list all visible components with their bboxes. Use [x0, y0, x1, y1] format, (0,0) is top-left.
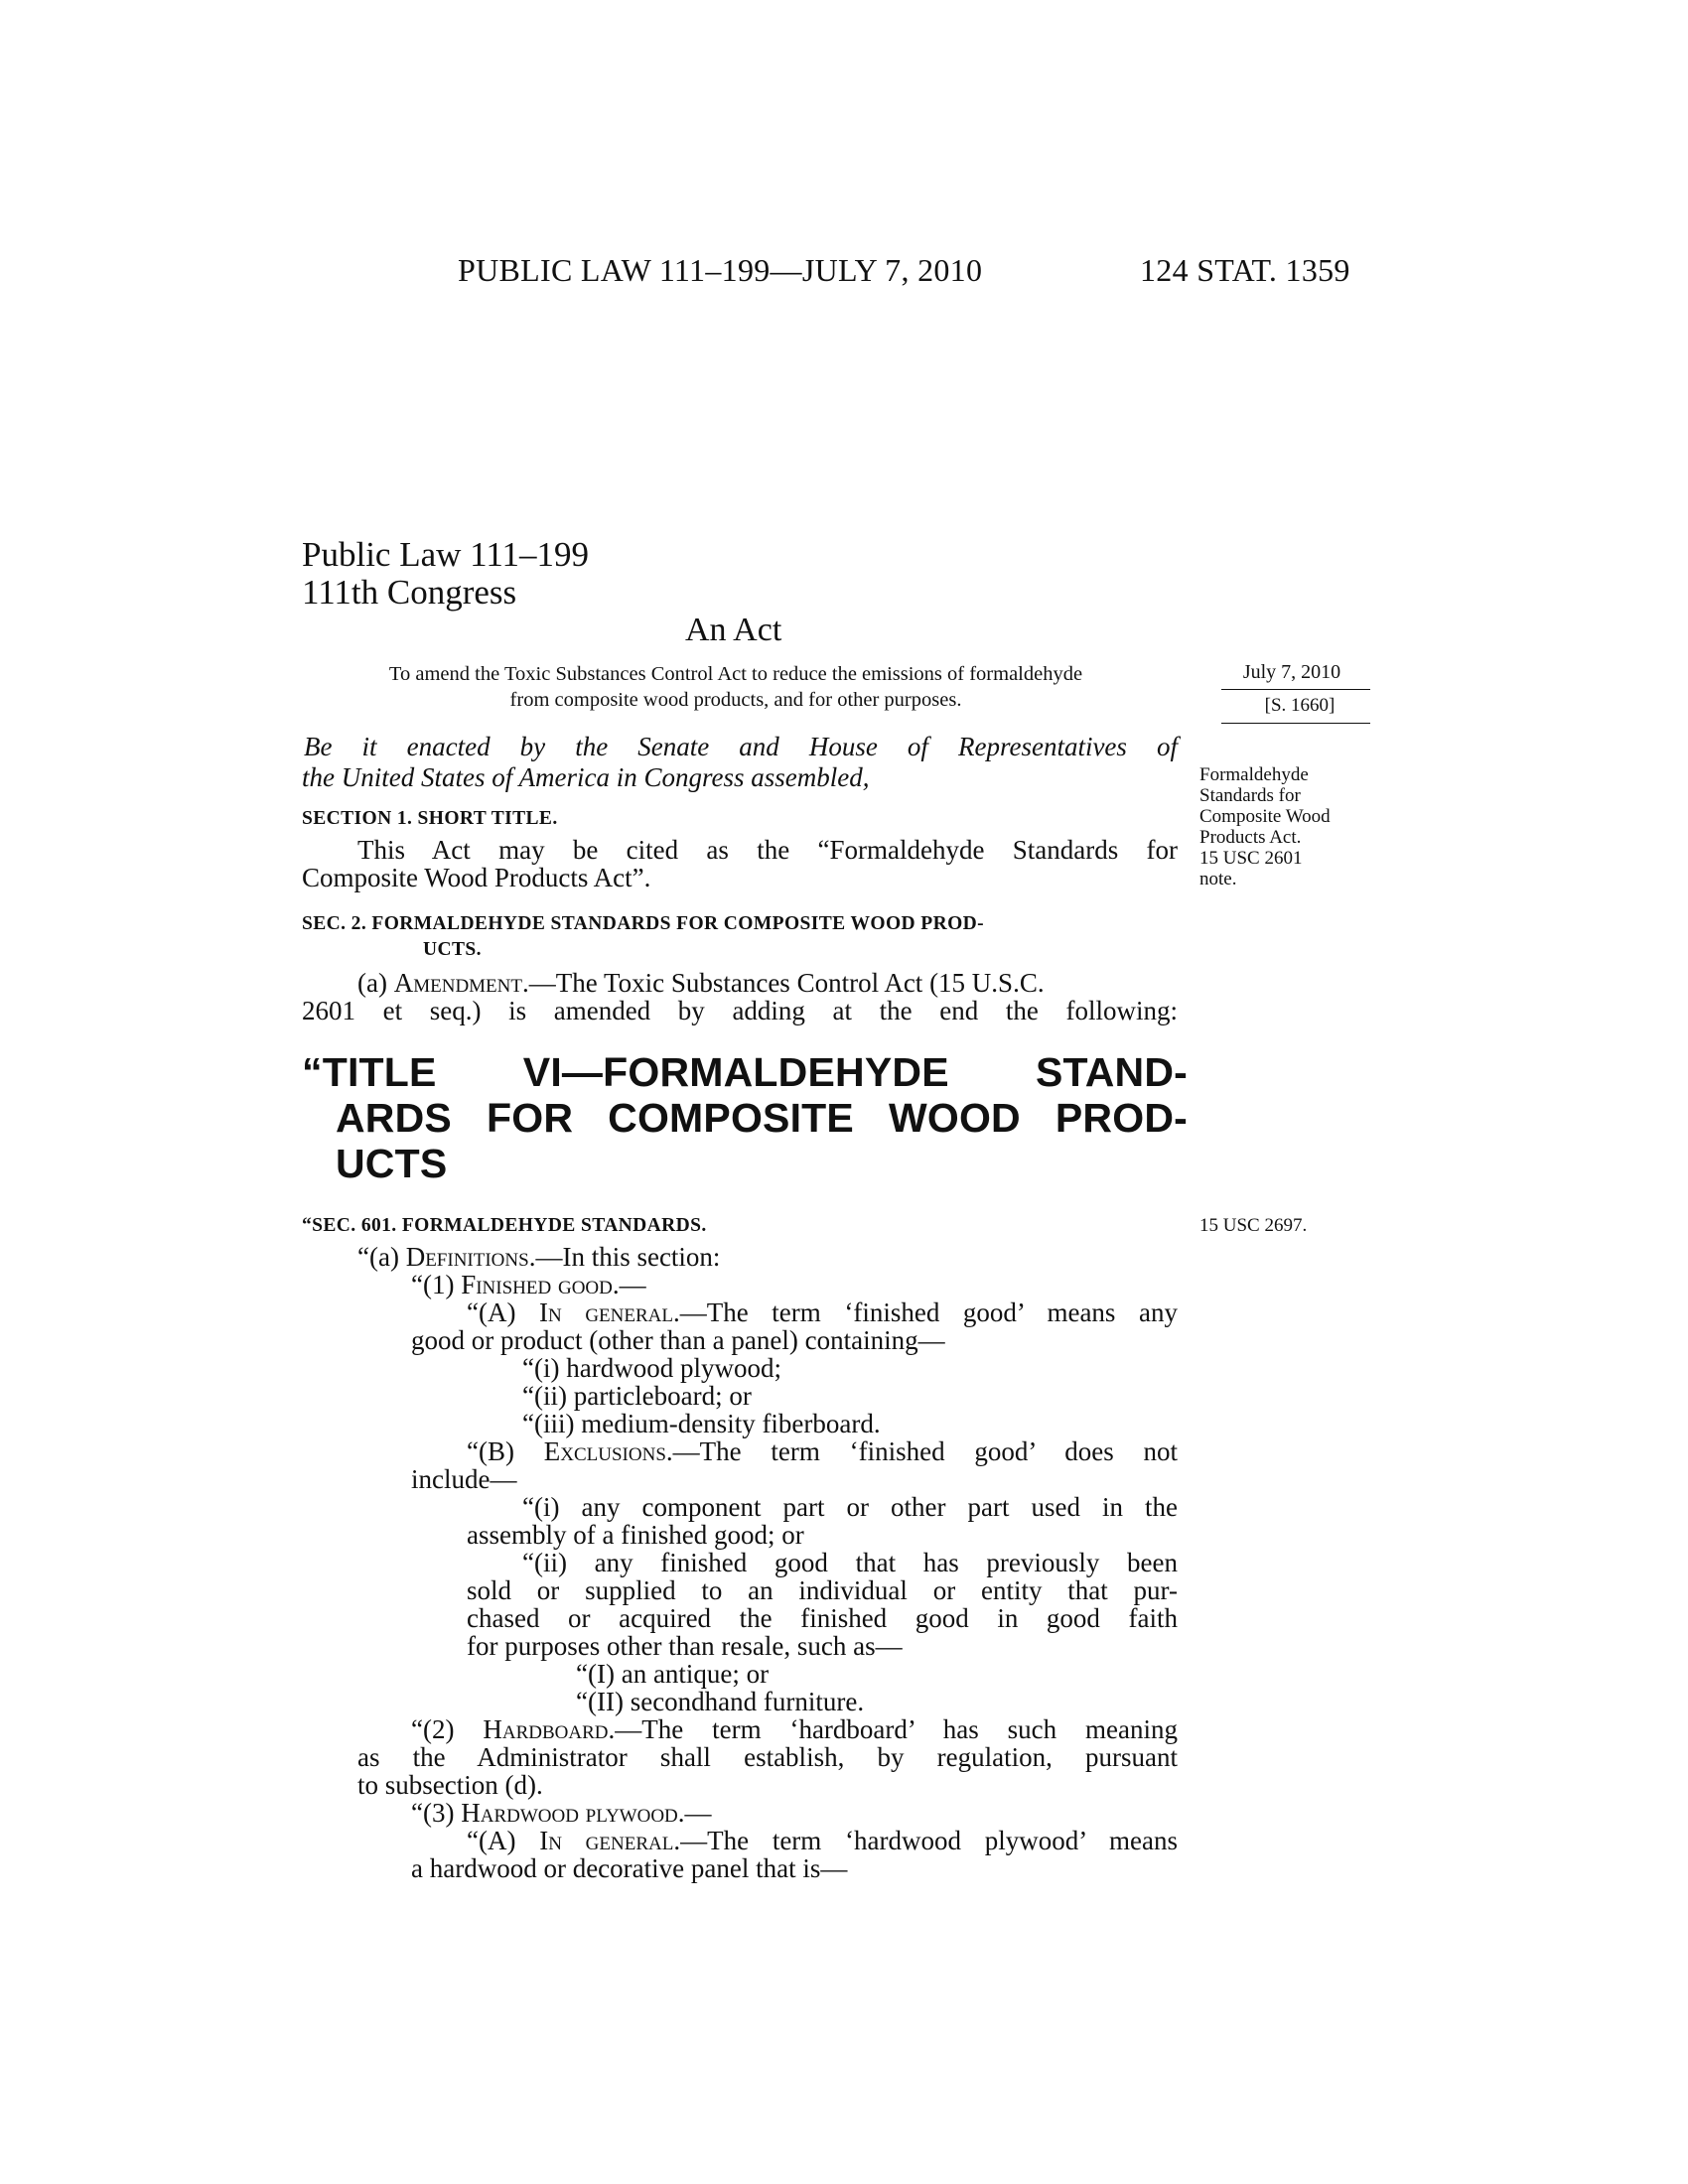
para-1-prefix: “(1) — [411, 1270, 462, 1299]
clause-B-ii-line2: sold or supplied to an individual or entity that pur- — [467, 1575, 1178, 1605]
section-1-heading: SECTION 1. SHORT TITLE. — [302, 808, 558, 829]
para-1A-label: In general — [539, 1297, 673, 1327]
clause-B-i-line1: “(i) any component part or other part used in the — [522, 1492, 1178, 1522]
sec-601-heading: “SEC. 601. FORMALDEHYDE STANDARDS. — [302, 1215, 707, 1236]
sec-601-a-1-B-line2: include— — [411, 1464, 517, 1494]
date-rule — [1221, 689, 1370, 690]
para-1B-label: Exclusions — [543, 1436, 666, 1466]
para-3A-prefix: “(A) — [467, 1826, 540, 1855]
sec-601-a-1-B-line1 — [467, 1437, 1178, 1465]
para-2-label: Hardboard — [483, 1714, 609, 1744]
subclause-II-secondhand: “(II) secondhand furniture. — [576, 1687, 865, 1716]
enacting-clause-line2: the United States of America in Congress assembled, — [302, 762, 870, 792]
sec-601-a-3-A-line1 — [467, 1827, 1178, 1854]
sec-601-a-3-A-line2: a hardwood or decorative panel that is— — [411, 1853, 848, 1883]
bill-rule — [1221, 723, 1370, 724]
sec-601-a-prefix: “(a) — [357, 1242, 406, 1272]
sec-601-a-label: Definitions — [405, 1242, 529, 1272]
section-2-a-line2: 2601 et seq.) is amended by adding at the end the following: — [302, 996, 1178, 1025]
clause-iii-mdf: “(iii) medium-density fiberboard. — [522, 1409, 881, 1438]
para-3A-text: .—The term ‘hardwood plywood’ means — [673, 1826, 1178, 1855]
section-1-text-line2: Composite Wood Products Act”. — [302, 863, 651, 892]
title-vi-line3: UCTS — [336, 1141, 448, 1186]
title-vi-line1 — [302, 1050, 1188, 1094]
section-1-text-line1: This Act may be cited as the “Formaldehyde Standards for — [357, 835, 1178, 865]
para-3-text: .— — [677, 1798, 712, 1828]
section-2-a-prefix: (a) — [357, 968, 394, 998]
section-2-heading-line2: UCTS. — [423, 939, 482, 960]
margin-note-short-title — [1199, 764, 1331, 889]
section-2-heading-line1: SEC. 2. FORMALDEHYDE STANDARDS FOR COMPOSITE WOOD PROD- — [302, 913, 985, 934]
section-2-a-label: Amendment — [393, 968, 522, 998]
margin-note-line: Products Act. — [1199, 827, 1302, 848]
sec-601-a-1-finished-good — [411, 1271, 646, 1298]
title-vi-word-stand: STAND- — [1035, 1049, 1188, 1095]
enactment-date: July 7, 2010 — [1242, 661, 1341, 683]
para-3-prefix: “(3) — [411, 1798, 462, 1828]
para-3-label: Hardwood plywood — [461, 1798, 678, 1828]
para-3A-label: In general — [539, 1826, 674, 1855]
margin-note-line: 15 USC 2601 — [1199, 848, 1303, 869]
sec-601-a-1-A-line2: good or product (other than a panel) containing— — [411, 1325, 945, 1355]
clause-i-hardwood-plywood: “(i) hardwood plywood; — [522, 1353, 781, 1383]
sec-601-a-text: .—In this section: — [528, 1242, 721, 1272]
public-law-number: Public Law 111–199 — [302, 535, 590, 574]
para-1A-prefix: “(A) — [467, 1297, 540, 1327]
page-stat: 124 STAT. 1359 — [1140, 252, 1350, 288]
margin-note-line: Formaldehyde — [1199, 764, 1309, 785]
title-vi-line2: ARDS FOR COMPOSITE WOOD PROD- — [336, 1095, 1188, 1141]
margin-note-sec-601: 15 USC 2697. — [1199, 1215, 1308, 1236]
sec-601-a-1-A-line1 — [467, 1298, 1178, 1326]
act-summary-line2: from composite wood products, and for other purposes. — [509, 689, 962, 711]
running-head: PUBLIC LAW 111–199—JULY 7, 2010 — [458, 252, 983, 288]
margin-note-line: Standards for — [1199, 785, 1301, 806]
margin-note-line: note. — [1199, 869, 1237, 889]
clause-B-i-line2: assembly of a finished good; or — [467, 1520, 804, 1550]
act-summary-line1: To amend the Toxic Substances Control Act to reduce the emissions of formaldehyde — [388, 663, 1083, 685]
sec-601-a-definitions — [357, 1243, 720, 1271]
clause-B-ii-line4: for purposes other than resale, such as— — [467, 1631, 903, 1661]
para-2-text: .—The term ‘hardboard’ has such meaning — [608, 1714, 1178, 1744]
title-vi-word-formaldehyde: VI—FORMALDEHYDE — [522, 1049, 949, 1095]
title-vi-word-title: “TITLE — [302, 1049, 437, 1095]
section-2-a-text: .—The Toxic Substances Control Act (15 U.S.C. — [522, 968, 1045, 998]
sec-601-a-2-line3: to subsection (d). — [357, 1770, 543, 1800]
para-1A-text: .—The term ‘finished good’ means any — [673, 1297, 1178, 1327]
para-1B-prefix: “(B) — [467, 1436, 544, 1466]
enacting-clause-line1: Be it enacted by the Senate and House of Representatives of — [304, 732, 1178, 761]
sec-601-a-3-hardwood-plywood — [411, 1799, 712, 1827]
act-label: An Act — [685, 612, 782, 648]
bill-number: [S. 1660] — [1264, 695, 1336, 716]
sec-601-a-2-line2: as the Administrator shall establish, by regulation, pursuant — [357, 1742, 1178, 1772]
para-1-label: Finished good — [461, 1270, 613, 1299]
margin-note-line: Composite Wood — [1199, 806, 1331, 827]
subclause-I-antique: “(I) an antique; or — [576, 1659, 770, 1689]
sec-601-a-2-line1 — [411, 1715, 1178, 1743]
clause-B-ii-line1: “(ii) any finished good that has previously been — [522, 1548, 1178, 1577]
clause-B-ii-line3: chased or acquired the finished good in good faith — [467, 1603, 1178, 1633]
section-2-a-line1 — [357, 969, 1045, 997]
clause-ii-particleboard: “(ii) particleboard; or — [522, 1381, 752, 1411]
para-1B-text: .—The term ‘finished good’ does not — [665, 1436, 1178, 1466]
congress-label: 111th Congress — [302, 573, 517, 612]
para-2-prefix: “(2) — [411, 1714, 484, 1744]
para-1-text: .— — [612, 1270, 646, 1299]
